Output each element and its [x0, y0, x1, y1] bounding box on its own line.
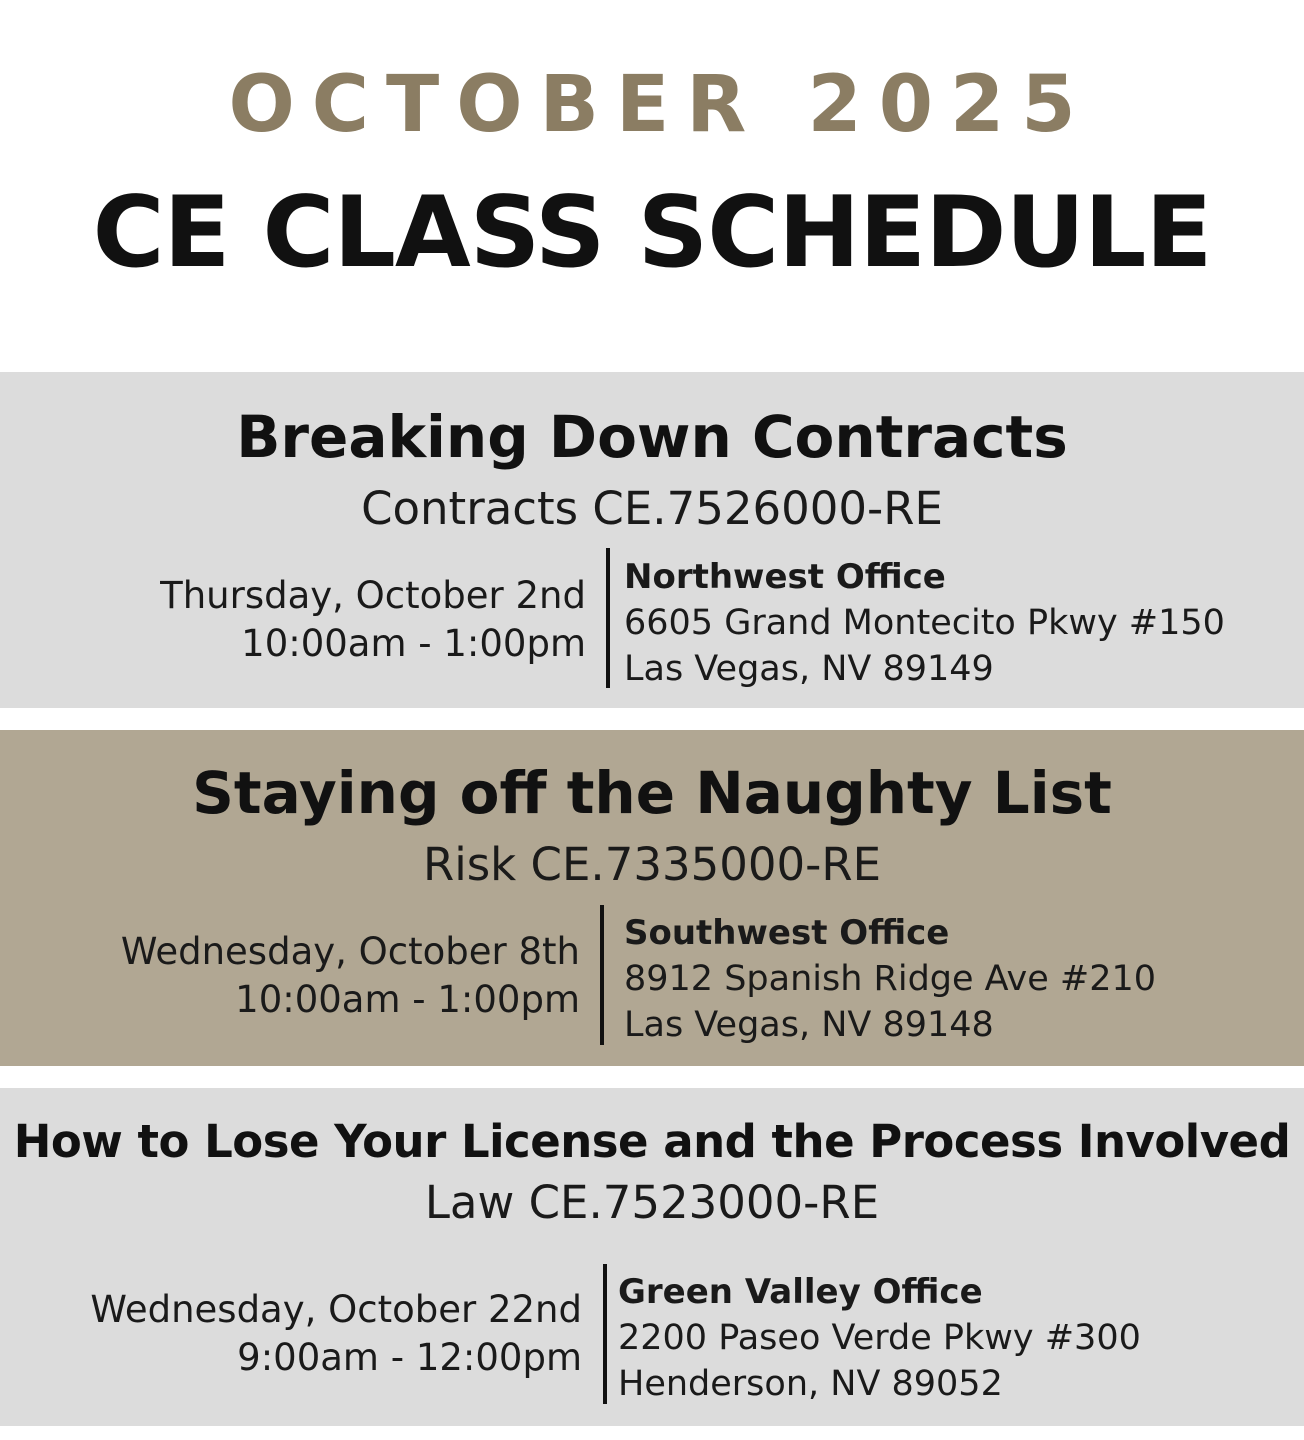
- class-code: Law CE.7523000-RE: [424, 1176, 880, 1229]
- address-street: 8912 Spanish Ridge Ave #210: [624, 959, 1157, 999]
- schedule-title: CE CLASS SCHEDULE: [92, 176, 1212, 290]
- class-title: How to Lose Your License and the Process Involved: [13, 1115, 1291, 1168]
- address-street: 2200 Paseo Verde Pkwy #300: [618, 1318, 1141, 1358]
- class-panel-contracts: [0, 372, 1304, 708]
- class-when: [160, 572, 586, 668]
- schedule-month: OCTOBER 2025: [228, 60, 1093, 150]
- class-location: [624, 910, 1156, 1048]
- column-divider: [600, 905, 604, 1045]
- office-name: Northwest Office: [624, 557, 946, 597]
- class-time: 10:00am - 1:00pm: [235, 978, 580, 1021]
- class-time: 10:00am - 1:00pm: [241, 622, 586, 665]
- class-time: 9:00am - 12:00pm: [237, 1336, 582, 1379]
- address-city: Henderson, NV 89052: [618, 1364, 1003, 1404]
- class-location: [618, 1269, 1141, 1407]
- address-city: Las Vegas, NV 89149: [624, 649, 994, 689]
- address-city: Las Vegas, NV 89148: [624, 1005, 994, 1045]
- office-name: Green Valley Office: [618, 1272, 983, 1312]
- column-divider: [606, 548, 610, 688]
- class-title: Breaking Down Contracts: [236, 403, 1068, 471]
- address-street: 6605 Grand Montecito Pkwy #150: [624, 603, 1225, 643]
- office-name: Southwest Office: [624, 913, 950, 953]
- column-divider: [603, 1264, 607, 1404]
- class-when: [121, 928, 580, 1024]
- class-panel-law: [0, 1088, 1304, 1426]
- class-code: Risk CE.7335000-RE: [422, 838, 882, 891]
- class-code: Contracts CE.7526000-RE: [361, 482, 943, 535]
- class-location: [624, 554, 1225, 692]
- class-date: Thursday, October 2nd: [160, 574, 586, 617]
- class-date: Wednesday, October 22nd: [90, 1288, 582, 1331]
- class-title: Staying off the Naughty List: [192, 759, 1112, 827]
- class-date: Wednesday, October 8th: [120, 930, 580, 973]
- class-panel-risk: [0, 730, 1304, 1066]
- class-when: [90, 1286, 582, 1382]
